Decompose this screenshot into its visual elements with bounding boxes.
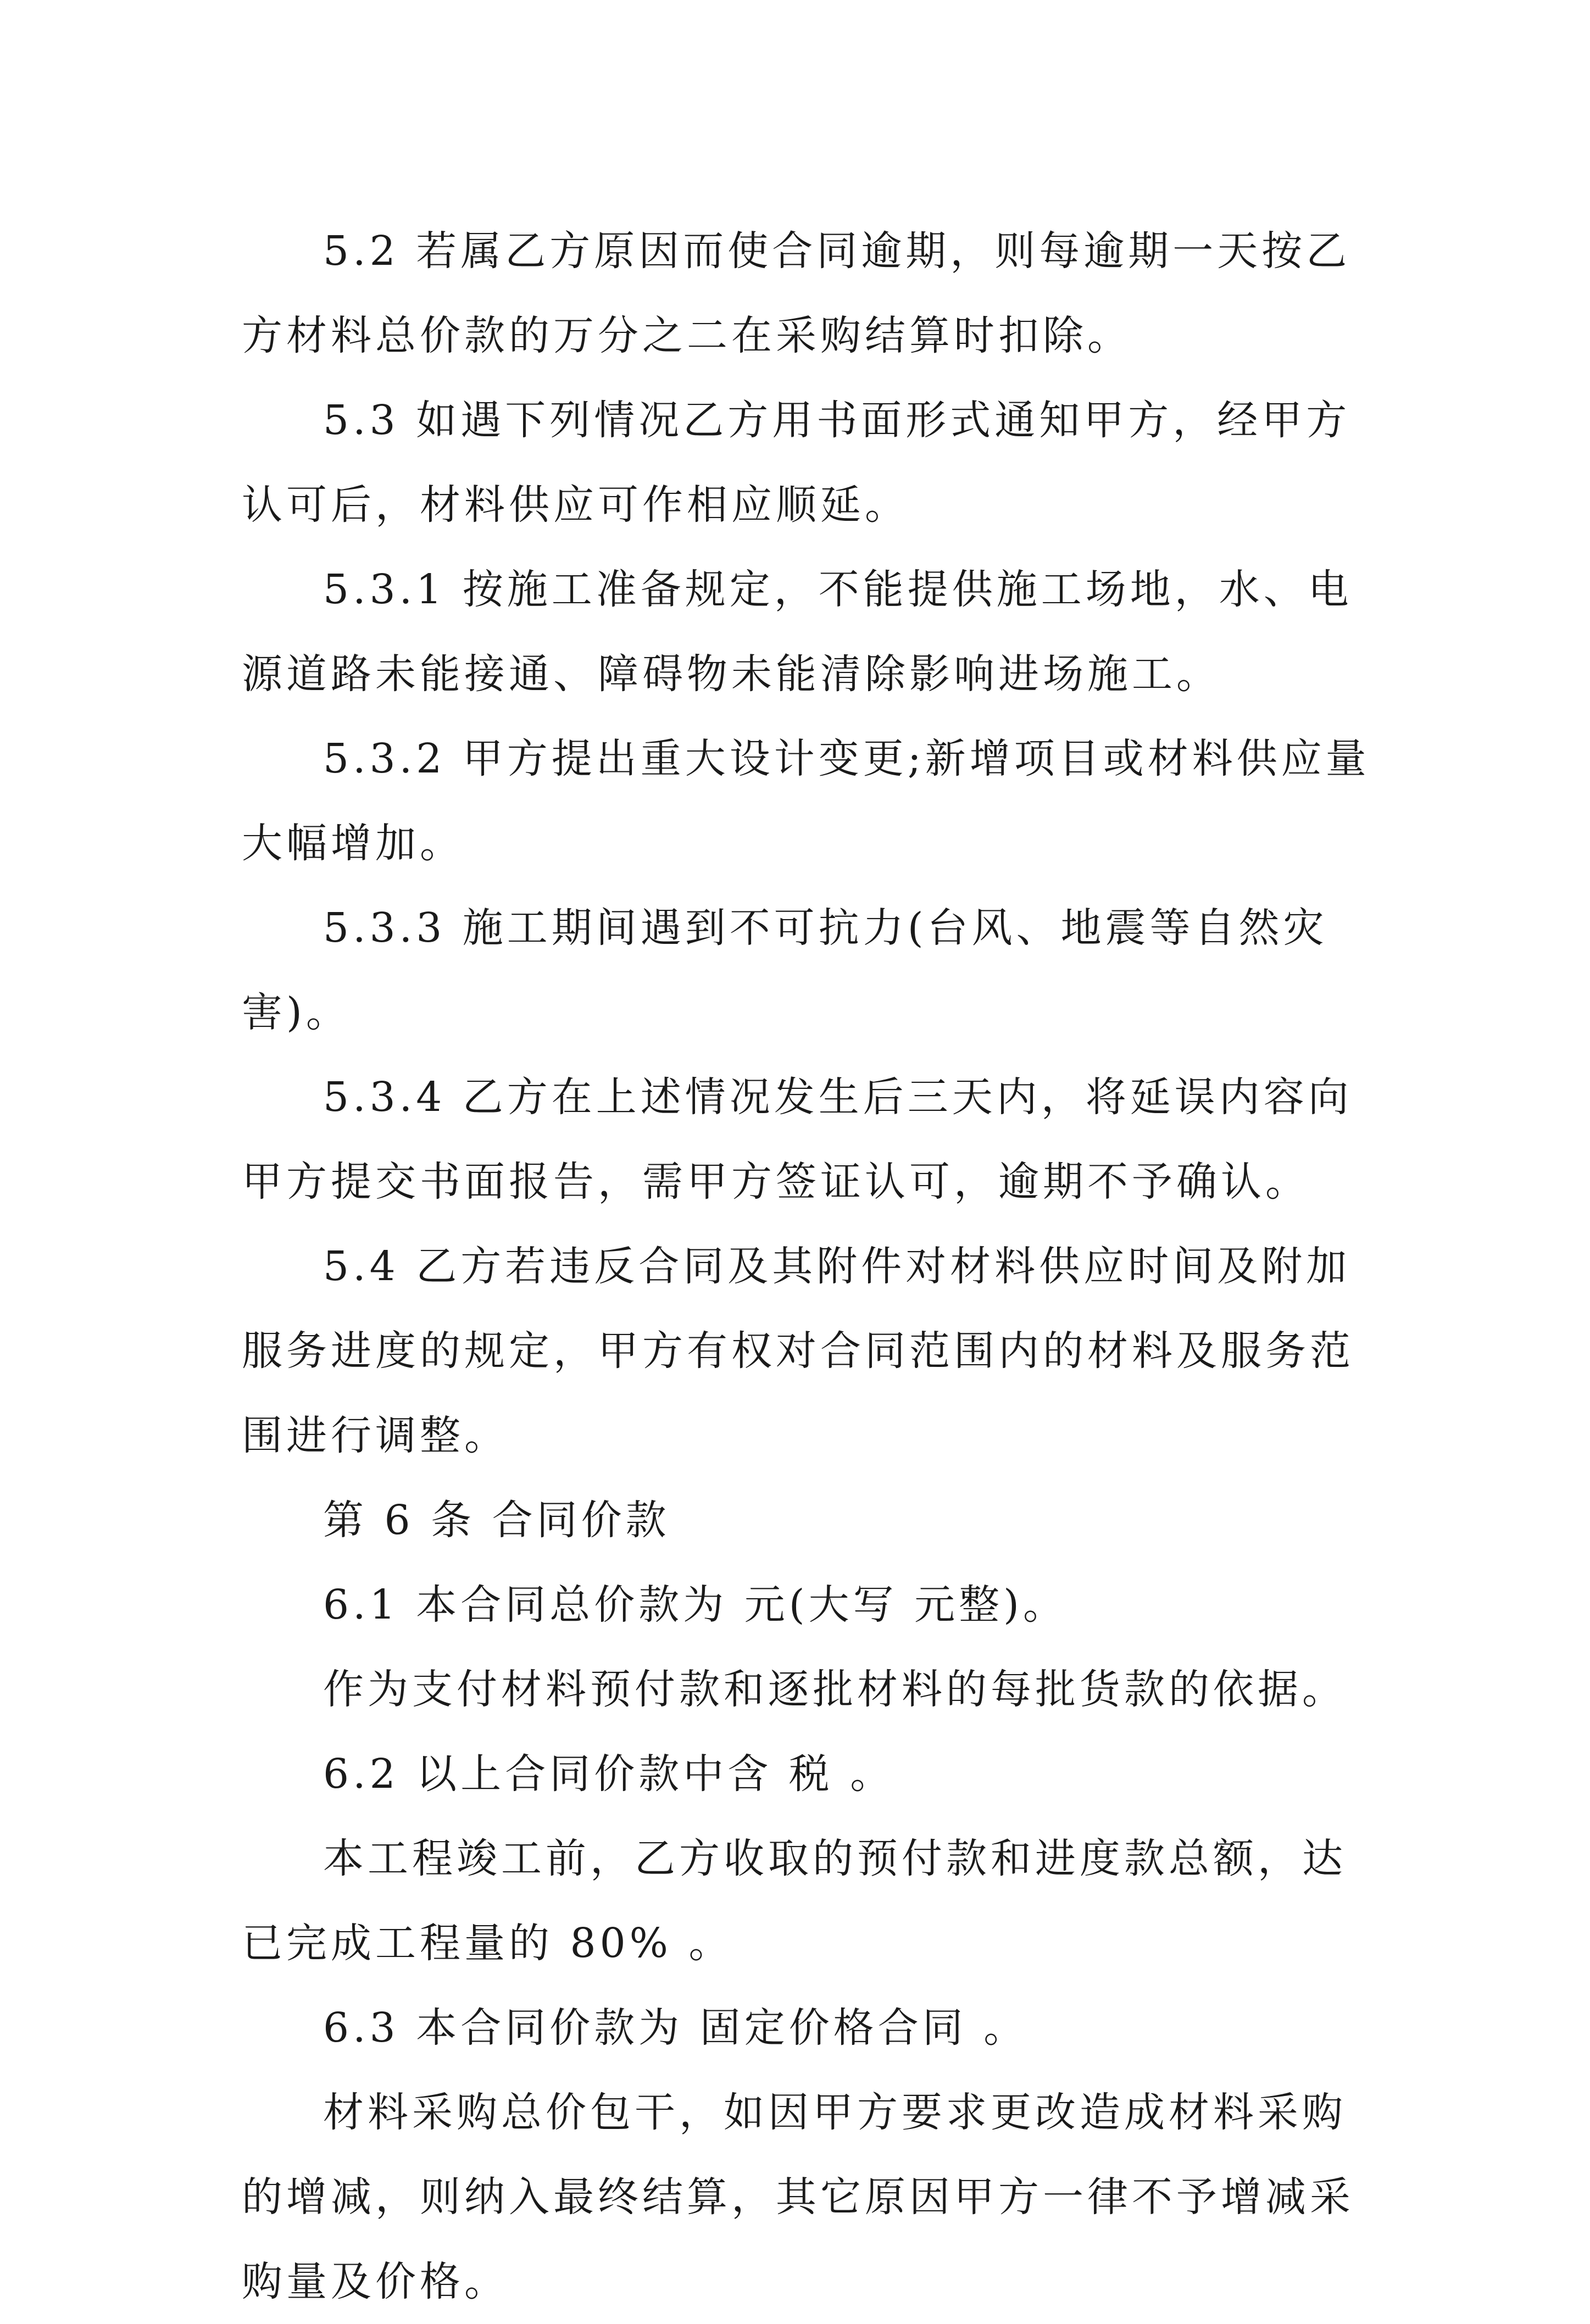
clause-5-3-1: 5.3.1 按施工准备规定，不能提供施工场地，水、电源道路未能接通、障碍物未能清除影响进场施工。 xyxy=(242,566,1353,698)
clause-5-3-2: 5.3.2 甲方提出重大设计变更;新增项目或材料供应量大幅增加。 xyxy=(242,735,1370,867)
clause-5-3-4: 5.3.4 乙方在上述情况发生后三天内，将延误内容向甲方提交书面报告，需甲方签证认可，逾期不予确认。 xyxy=(242,1074,1353,1205)
clause-6-3-note: 材料采购总价包干，如因甲方要求更改造成材料采购的增减，则纳入最终结算，其它原因甲方一律不予增减采购量及价格。 xyxy=(242,2089,1354,2305)
clause-5-3-3: 5.3.3 施工期间遇到不可抗力(台风、地震等自然灾害)。 xyxy=(242,904,1328,1036)
clause-5-3: 5.3 如遇下列情况乙方用书面形式通知甲方，经甲方认可后，材料供应可作相应顺延。 xyxy=(242,397,1351,529)
clause-6-1-note: 作为支付材料预付款和逐批材料的每批货款的依据。 xyxy=(323,1666,1347,1713)
clause-5-4: 5.4 乙方若违反合同及其附件对材料供应时间及附加服务进度的规定，甲方有权对合同范围内的材料及服务范围进行调整。 xyxy=(242,1243,1354,1459)
clause-6-2-note: 本工程竣工前，乙方收取的预付款和进度款总额，达已完成工程量的 80% 。 xyxy=(242,1835,1347,1967)
contract-body xyxy=(242,209,1374,2324)
clause-5-2: 5.2 若属乙方原因而使合同逾期，则每逾期一天按乙方材料总价款的万分之二在采购结算时扣除。 xyxy=(242,227,1351,359)
clause-6-3: 6.3 本合同价款为 固定价格合同 。 xyxy=(323,2004,1029,2051)
clause-6-1: 6.1 本合同总价款为 元(大写 元整)。 xyxy=(323,1581,1068,1628)
clause-6-2: 6.2 以上合同价款中含 税 。 xyxy=(323,1750,895,1798)
article-6-heading: 第 6 条 合同价款 xyxy=(323,1497,670,1544)
